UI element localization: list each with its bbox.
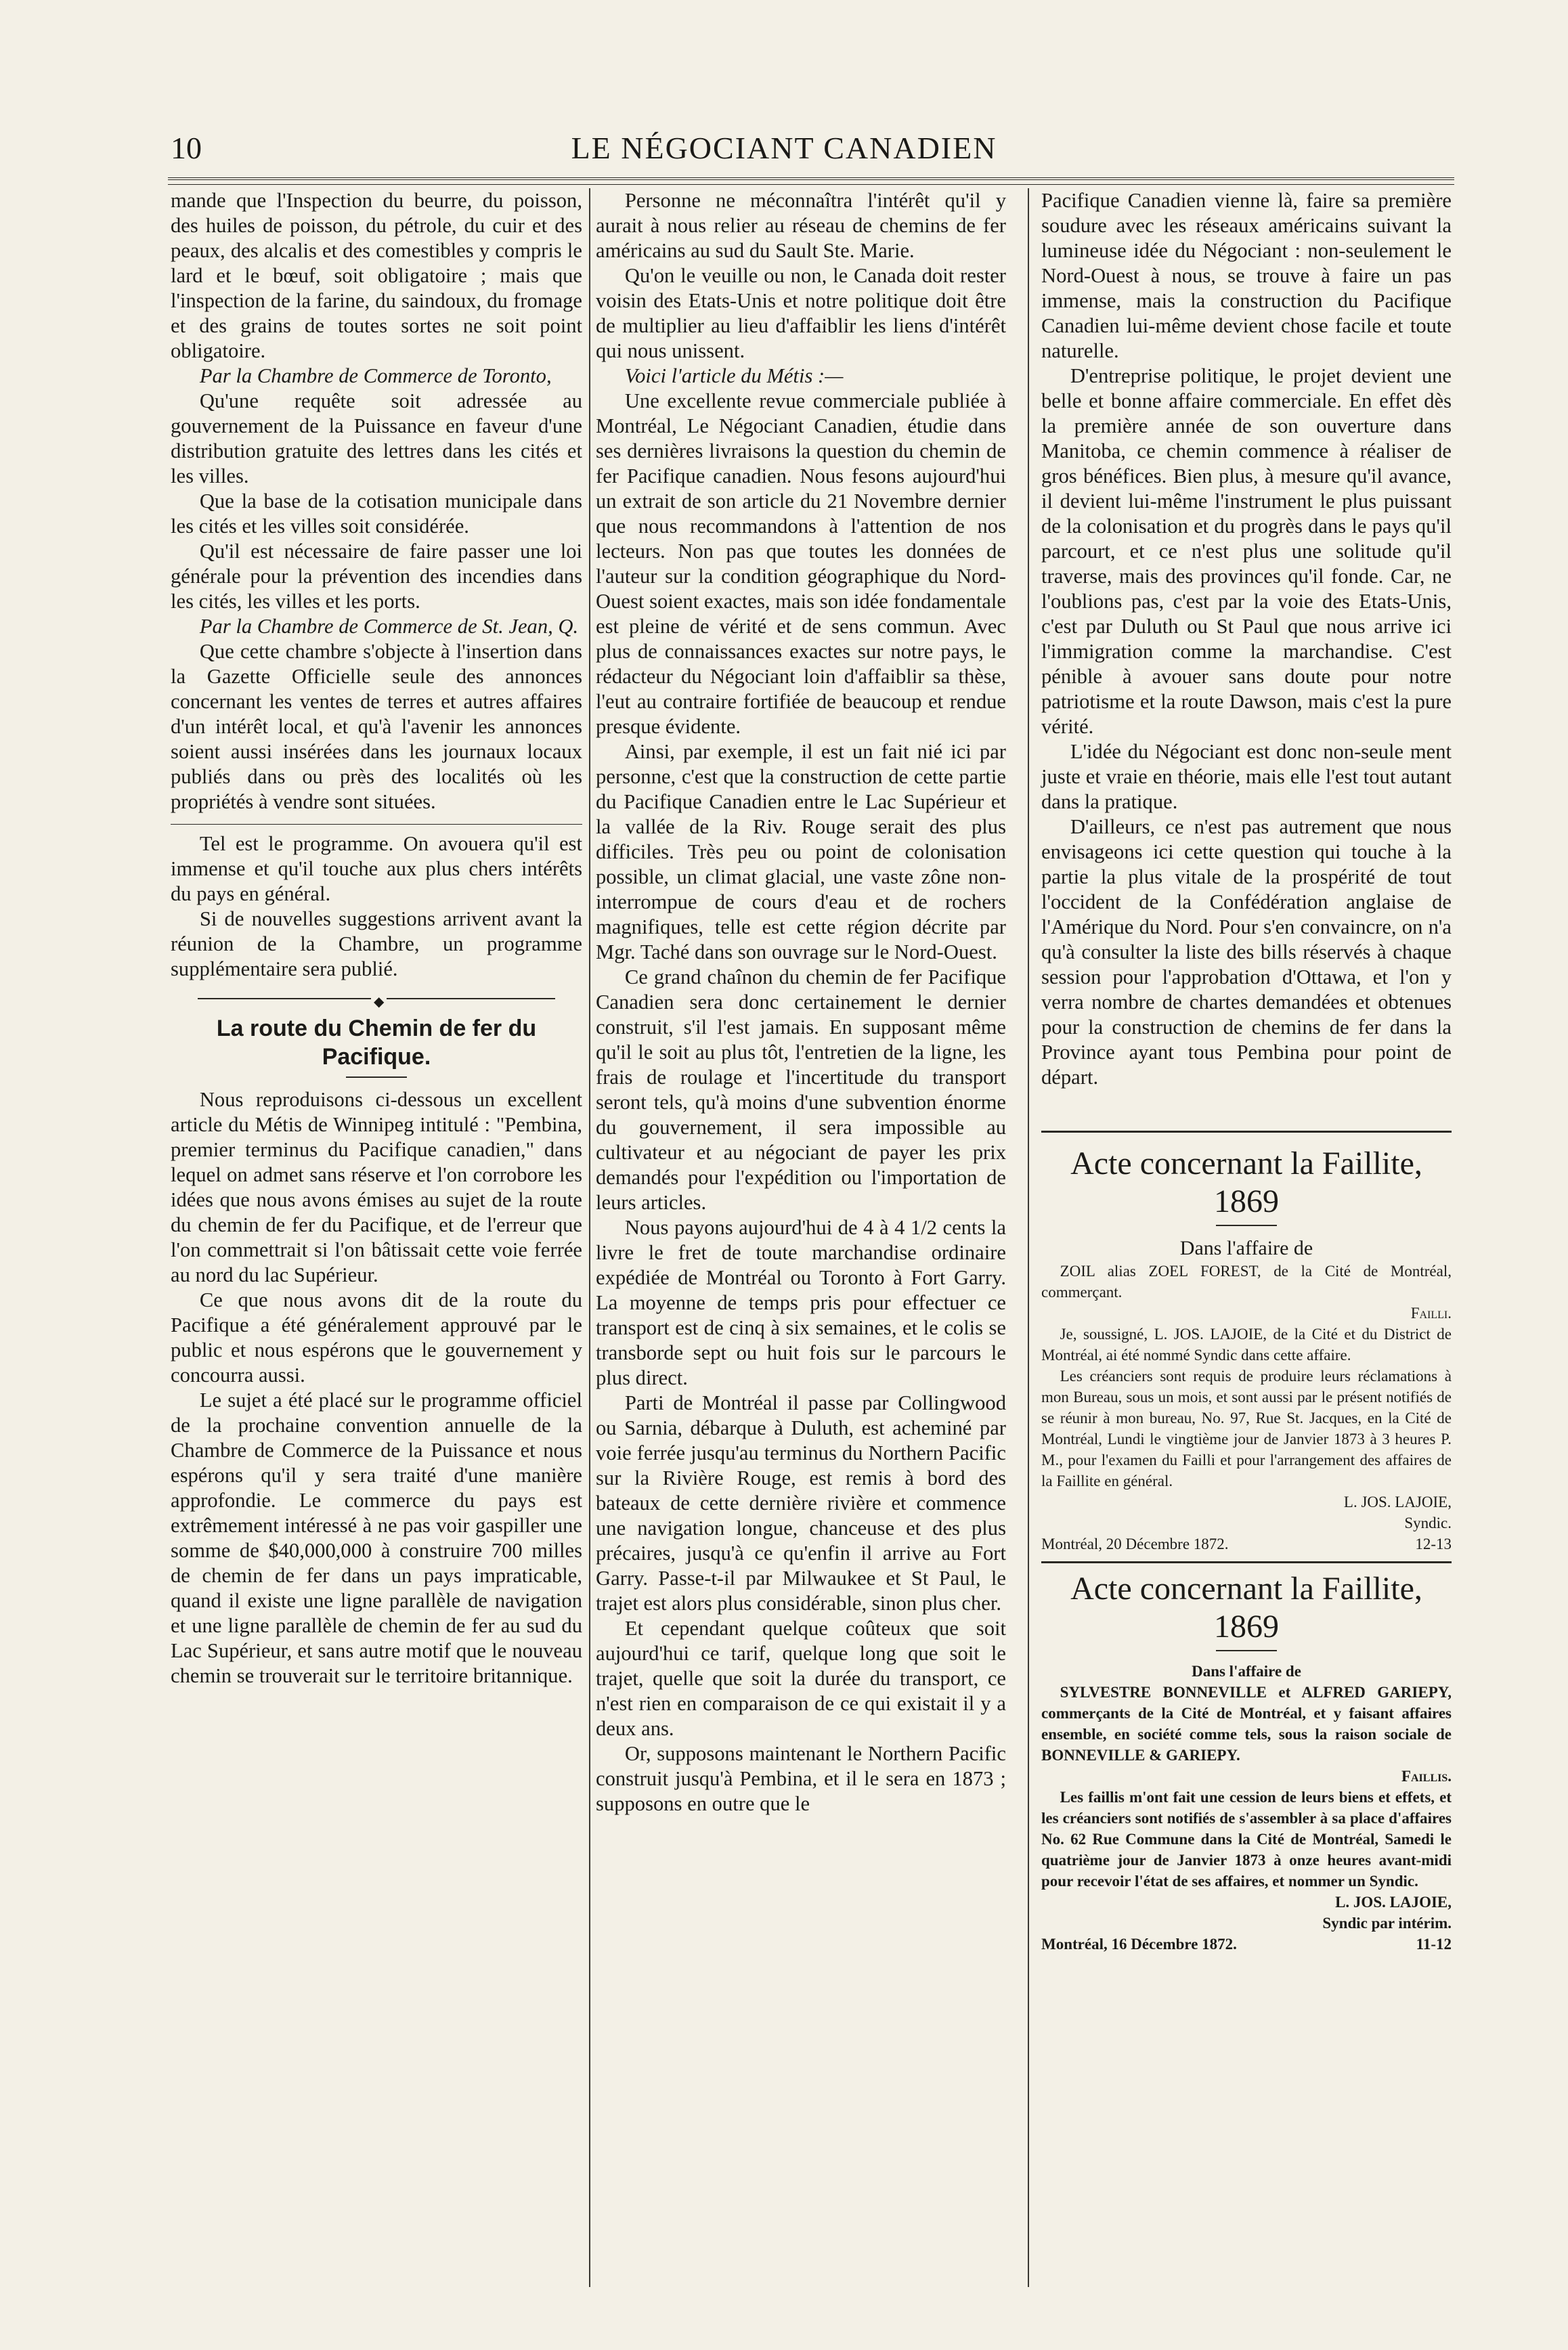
notice-party: ZOIL alias ZOEL FOREST, de la Cité de Montréal, commerçant.: [1041, 1263, 1452, 1301]
notice-role: Failli.: [1410, 1305, 1452, 1322]
column-rule: [1028, 188, 1029, 2287]
paragraph: Ainsi, par exemple, il est un fait nié ici par personne, c'est que la construction de cette partie du Pacifique Canadien entre le Lac Supérieur et la vallée de la Riv. Rouge serait des plus difficiles. Très peu ou point de colonisation possible, un climat glacial, une vaste zône non-interrompue de cours d'eau et de rochers magnifiques, telle est cette région décrite par Mgr. Taché dans son ouvrage sur le Nord-Ouest.: [596, 740, 1006, 963]
notice-signer-role: Syndic.: [1404, 1515, 1452, 1531]
paragraph: Or, supposons maintenant le Northern Pacific construit jusqu'à Pembina, et il le sera en 1873 ; supposons en outre que le: [596, 1742, 1006, 1815]
paragraph: Une excellente revue commerciale publiée à Montréal, Le Négociant Canadien, étudie dans ses dernières livraisons la question du chemin de fer Pacifique canadien. Nous fesons aujourd'hui un extrait de son article du 21 Novembre dernier que nous recommandons à l'attention de nos lecteurs. Non pas que toutes les données de l'auteur sur la condition géographique du Nord-Ouest soient exactes, mais son idée fondamentale est pleine de vérité et de sens commun. Avec plus de connaissances exactes sur notre pays, le rédacteur du Négociant loin d'affaiblir sa thèse, l'eut au contraire fortifiée de beaucoup et rendue presque évidente.: [596, 389, 1006, 738]
column-2: [596, 188, 1006, 1816]
notice-text: Les faillis m'ont fait une cession de leurs biens et effets, et les créanciers sont notifiés de s'assembler à sa place d'affaires No. 62 Rue Commune dans la Cité de Montréal, Samedi le quatrième jour de Janvier 1873 à onze heures avant-midi pour recevoir l'état de ses affaires, et nommer un Syndic.: [1041, 1789, 1452, 1890]
bankruptcy-notice-1: [1041, 1145, 1452, 1554]
paragraph: Que cette chambre s'objecte à l'insertion dans la Gazette Officielle seule des annonces concernant les ventes de terres et autres affaires d'un intérêt local, et qu'à l'avenir les annonces soient aussi insérées dans les journaux locaux publiés dans ou près des localités où les propriétés à vendre sont situées.: [171, 640, 582, 813]
notice-code: 12-13: [1415, 1536, 1452, 1552]
notice-text: Les créanciers sont requis de produire leurs réclamations à mon Bureau, sous un mois, et sont aussi par le présent notifiés de se réunir à mon bureau, No. 97, Rue St. Jacques, en la Cité de Montréal, Lundi le vingtième jour de Janvier 1873 à 3 heures P. M., pour l'examen du Failli et pour l'arrangement des affaires de la Faillite en général.: [1041, 1368, 1452, 1489]
ornament-icon: ◆: [371, 990, 387, 1015]
paragraph: Si de nouvelles suggestions arrivent avant la réunion de la Chambre, un programme supplémentaire sera publié.: [171, 907, 582, 980]
notice-date: Montréal, 16 Décembre 1872.: [1041, 1936, 1237, 1953]
notice-code: 11-12: [1416, 1936, 1452, 1953]
paragraph: Que la base de la cotisation municipale dans les cités et les villes soit considérée.: [171, 489, 582, 538]
paragraph: D'ailleurs, ce n'est pas autrement que nous envisageons ici cette question qui touche à la partie la plus vitale de la prospérité de tout l'occident de la Confédération anglaise de l'Amérique du Nord. Pour s'en convaincre, on n'a qu'à consulter la liste des bills réservés à chaque session pour l'approbation d'Ottawa, et l'on y verra nombre de chartes demandées et obtenues pour la construction de chemins de fer dans la Province ayant tous Pembina pour point de départ.: [1041, 815, 1452, 1089]
column-rule: [589, 188, 590, 2287]
paragraph: Voici l'article du Métis :—: [624, 364, 844, 387]
notice-party: SYLVESTRE BONNEVILLE et ALFRED GARIEPY, commerçants de la Cité de Montréal, et y faisant affaires ensemble, en société comme tels, sous la raison sociale de BONNEVILLE & GARIEPY.: [1041, 1684, 1452, 1764]
paragraph: Qu'on le veuille ou non, le Canada doit rester voisin des Etats-Unis et notre politique doit être de multiplier au lieu d'affaiblir les liens d'intérêt qui nous unissent.: [596, 264, 1006, 362]
bankruptcy-notice-2: [1041, 1570, 1452, 1955]
notice-title: Acte concernant la Faillite, 1869: [1070, 1571, 1422, 1645]
notice-text: Je, soussigné, L. JOS. LAJOIE, de la Cité et du District de Montréal, ai été nommé Syndic dans cette affaire.: [1041, 1326, 1452, 1364]
rule: [346, 1076, 407, 1078]
rule: [1216, 1225, 1277, 1226]
page-number: 10: [171, 131, 202, 165]
paragraph: Ce que nous avons dit de la route du Pacifique a été généralement approuvé par le public et nous espérons que le gouvernement y concourra aussi.: [171, 1288, 582, 1387]
notice-signer: L. JOS. LAJOIE,: [1335, 1894, 1452, 1911]
paragraph: Le sujet a été placé sur le programme officiel de la prochaine convention annuelle de la Chambre de Commerce de la Puissance et nous espérons qu'il y sera traité d'une manière approfondie. Le commerce du pays est extrêmement intéressé à ne pas voir gaspiller une somme de $40,000,000 à construire 700 milles de chemin de fer dans un pays impraticable, quand il existe une ligne parallèle de navigation et une ligne parallèle de chemin de fer au sud du Lac Supérieur, et sans autre motif que le nouveau chemin se trouverait sur le territoire britannique.: [171, 1389, 582, 1687]
notice-date: Montréal, 20 Décembre 1872.: [1041, 1536, 1229, 1552]
paragraph: Nous payons aujourd'hui de 4 à 4 1/2 cents la livre le fret de toute marchandise ordinaire expédiée de Montréal ou Toronto à Fort Garry. La moyenne de temps pris pour effectuer ce transport est de cinq à six semaines, et le colis se transborde sept ou huit fois sur le parcours le plus direct.: [596, 1216, 1006, 1389]
paragraph: L'idée du Négociant est donc non-seule ment juste et vraie en théorie, mais elle l'est tout autant dans la pratique.: [1041, 740, 1452, 813]
notice-signer: L. JOS. LAJOIE,: [1343, 1494, 1452, 1510]
header-rule: [168, 177, 1454, 185]
paragraph: mande que l'Inspection du beurre, du poisson, des huiles de poisson, du pétrole, du cuir et des peaux, des alcalis et des comestibles y compris le lard et le bœuf, soit obligatoire ; mais que l'inspection de la farine, du saindoux, du fromage et des grains de toutes sortes ne soit point obligatoire.: [171, 189, 582, 362]
paragraph: Personne ne méconnaîtra l'intérêt qu'il y aurait à nous relier au réseau de chemins de fer américains au sud du Sault Ste. Marie.: [596, 189, 1006, 262]
column-1: [171, 188, 582, 1689]
paragraph: Ce grand chaînon du chemin de fer Pacifique Canadien sera donc certainement le dernier construit, s'il l'est jamais. En supposant même qu'il le soit au plus tôt, l'entretien de la ligne, les frais de roulage et l'incertitude du transport seront tels, qu'à moins d'une subvention énorme du gouvernement, il sera impossible au cultivateur et au négociant de payer les prix demandés pour l'expédition ou l'importation de leurs articles.: [596, 965, 1006, 1214]
article-heading: La route du Chemin de fer du Pacifique.: [216, 1016, 537, 1070]
column-3: [1041, 188, 1452, 1955]
ornament-rule: [198, 995, 555, 1009]
rule: [1041, 1131, 1452, 1133]
notice-dateline: [1041, 1934, 1452, 1955]
notice-subtitle: Dans l'affaire de: [1179, 1237, 1313, 1259]
notice-subtitle: Dans l'affaire de: [1192, 1663, 1301, 1680]
notice-role: Faillis.: [1401, 1768, 1452, 1785]
resolution-heading: Par la Chambre de Commerce de Toronto,: [199, 364, 552, 387]
paragraph: Parti de Montréal il passe par Collingwood ou Sarnia, débarque à Duluth, est acheminé par voie ferrée jusqu'au terminus du Northern Pacific sur la Rivière Rouge, est remis à bord des bateaux de cette dernière rivière et commence une navigation longue, chanceuse et des plus précaires, jusqu'à ce qu'enfin il arrive au Fort Garry. Passe-t-il par Milwaukee et St Paul, le trajet est alors plus considérable, sinon plus cher.: [596, 1391, 1006, 1615]
resolution-heading: Par la Chambre de Commerce de St. Jean, Q.: [199, 615, 579, 638]
paragraph: D'entreprise politique, le projet devient une belle et bonne affaire commerciale. En effet dès la première année de son ouverture dans Manitoba, ce chemin commence à réaliser de gros bénéfices. Bien plus, à mesure qu'il avance, il devient lui-même l'instrument le plus puissant de la colonisation et du progrès dans le pays qu'il parcourt, et ce n'est plus une solitude qu'il traverse, mais des provinces qu'il fonde. Car, ne l'oublions pas, c'est par la voie des Etats-Unis, c'est par Duluth ou St Paul que nous arrive ici l'immigration comme la marchandise. C'est pénible à avouer sans doute pour notre patriotisme et la route Dawson, mais c'est la pure vérité.: [1041, 364, 1452, 738]
paragraph: Qu'une requête soit adressée au gouvernement de la Puissance en faveur d'une distribution gratuite des lettres dans les cités et les villes.: [171, 389, 582, 487]
paragraph: Tel est le programme. On avouera qu'il est immense et qu'il touche aux plus chers intérêts du pays en général.: [171, 832, 582, 905]
paragraph: Qu'il est nécessaire de faire passer une loi générale pour la prévention des incendies dans les cités, les villes et les ports.: [171, 540, 582, 613]
paragraph: Et cependant quelque coûteux que soit aujourd'hui ce tarif, quelque long que soit le trajet, quelle que soit la durée du transport, ce n'est rien en comparaison de ce qui existait il y a deux ans.: [596, 1617, 1006, 1740]
running-title: LE NÉGOCIANT CANADIEN: [571, 131, 997, 165]
paragraph: Pacifique Canadien vienne là, faire sa première soudure avec les réseaux américains suivant la lumineuse idée du Négociant : non-seulement le Nord-Ouest à nous, se trouve à faire un pas immense, mais la construction du Pacifique Canadien lui-même devient chose facile et toute naturelle.: [1041, 189, 1452, 362]
notice-dateline: [1041, 1533, 1452, 1554]
rule: [1041, 1561, 1452, 1563]
notice-title: Acte concernant la Faillite, 1869: [1070, 1146, 1422, 1219]
rule: [171, 824, 582, 825]
paragraph: Nous reproduisons ci-dessous un excellent article du Métis de Winnipeg intitulé : "Pembina, premier terminus du Pacifique canadien," dans lequel on admet sans réserve et l'on corrobore les idées que nous avons émises au sujet de la route du chemin de fer du Pacifique, et de l'erreur que l'on commettrait si l'on bâtissait cette voie ferrée au nord du lac Supérieur.: [171, 1088, 582, 1286]
notice-signer-role: Syndic par intérim.: [1322, 1915, 1452, 1932]
rule: [1216, 1650, 1277, 1651]
